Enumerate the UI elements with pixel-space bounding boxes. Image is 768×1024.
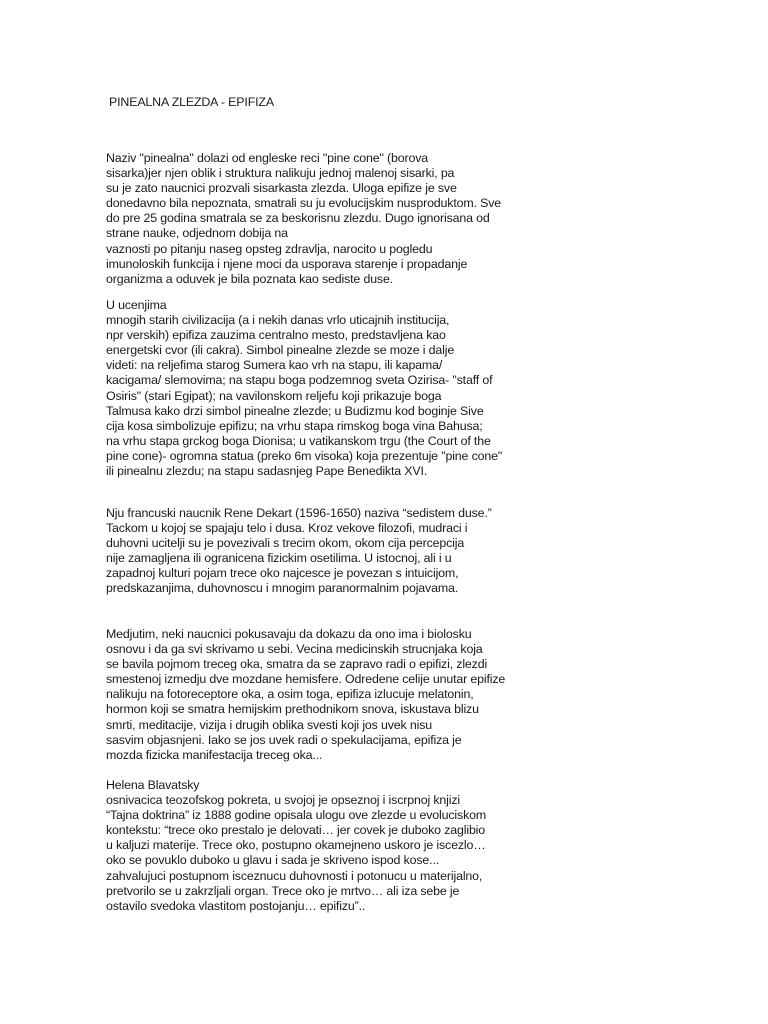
text-line: nalikuju na fotoreceptore oka, a osim toga, epifiza izlucuje melatonin, [106,687,474,702]
text-line: zahvalujuci postupnom isceznucu duhovnosti i potonucu u materijalno, [106,868,483,883]
paragraph-scientists [106,627,505,763]
paragraph-ancient-civilizations [106,298,502,479]
text-line: Tackom u kojoj se spajaju telo i dusa. Kroz vekove filozofi, mudraci i [106,521,468,536]
text-line: vaznosti po pitanju naseg opsteg zdravlja, narocito u pogledu [106,241,433,256]
text-line: smrti, meditacije, vizija i drugih oblika svesti koji jos uvek nisu [106,717,432,732]
text-line: organizma a oduvek je bila poznata kao sediste duse. [106,271,394,286]
text-line: Naziv "pinealna" dolazi od engleske reci "pine cone" (borova [106,151,428,165]
text-line: Medjutim, neki naucnici pokusavaju da dokazu da ono ima i biolosku [106,627,472,641]
text-line: sasvim objasnjeni. Iako se jos uvek radi o spekulacijama, epifiza je [106,732,462,747]
text-line: kontekstu: “trece oko prestalo je delovati… jer covek je duboko zaglibio [106,823,486,838]
text-line: Nju francuski naucnik Rene Dekart (1596-1650) naziva “sedistem duse.” [106,506,492,520]
text-line: u kaljuzi materije. Trece oko, postupno okamejneno uskoro je iscezlo… [106,838,486,853]
text-line: predskazanjima, duhovnoscu i mnogim paranormalnim pojavama. [106,581,459,596]
document-title: PINEALNA ZLEZDA - EPIFIZA [109,95,274,109]
text-line: zapadnoj kulturi pojam trece oko najcesce je povezan s intuicijom, [106,566,459,581]
paragraph-blavatsky [106,778,486,914]
text-line: na vrhu stapa grckog boga Dionisa; u vatikanskom trgu (the Court of the [106,433,491,448]
text-line: ili pinealnu zlezdu; na stapu sadasnjeg Pape Benedikta XVI. [106,464,428,479]
text-line: energetski cvor (ili cakra). Simbol pinealne zlezde se moze i dalje [106,343,455,358]
text-line: strane nauke, odjednom dobija na [106,226,288,241]
text-line: su je zato naucnici prozvali sisarkasta zlezda. Uloga epifize je sve [106,181,457,196]
text-line: mozda fizicka manifestacija treceg oka... [106,747,323,762]
text-line: oko se povuklo duboko u glavu i sada je skriveno ispod kose... [106,853,440,868]
text-line: smestenoj izmedju dve mozdane hemisfere. Odredene celije unutar epifize [106,672,506,687]
text-line: Osiris" (stari Egipat); na vavilonskom reljefu koji prikazuje boga [106,388,442,403]
paragraph-descartes [106,506,492,597]
text-line: hormon koji se smatra hemijskim prethodnikom snova, iskustava blizu [106,702,479,717]
text-line: Helena Blavatsky [106,778,200,792]
text-line: cija kosa simbolizuje epifizu; na vrhu stapa rimskog boga vina Bahusa; [106,418,483,433]
text-line: donedavno bila nepoznata, smatrali su ju evolucijskim nusproduktom. Sve [106,196,502,211]
text-line: videti: na reljefima starog Sumera kao vrh na stapu, ili kapama/ [106,358,443,373]
text-line: pine cone)- ogromna statua (preko 6m visoka) koja prezentuje "pine cone" [106,448,503,463]
text-line: duhovni ucitelji su je povezivali s trecim okom, okom cija percepcija [106,536,465,551]
text-line: kacigama/ slemovima; na stapu boga podzemnog sveta Ozirisa- "staff of [106,373,493,388]
text-line: osnovu i da ga svi skrivamo u sebi. Vecina medicinskih strucnjaka koja [106,642,483,657]
text-line: do pre 25 godina smatrala se za beskorisnu zlezdu. Dugo ignorisana od [106,211,490,226]
text-line: npr verskih) epifiza zauzima centralno mesto, predstavljena kao [106,328,446,343]
text-line: imunoloskih funkcija i njene moci da usporava starenje i propadanje [106,256,468,271]
text-line: ostavilo svedoka vlastitom postojanju… epifizu”.. [106,898,366,913]
text-line: osnivacica teozofskog pokreta, u svojoj je opseznoj i iscrpnoj knjizi [106,793,460,808]
text-line: sisarka)jer njen oblik i struktura nalikuju jednoj malenoj sisarki, pa [106,166,455,181]
text-line: se bavila pojmom treceg oka, smatra da se zapravo radi o epifizi, zlezdi [106,657,488,672]
text-line: nije zamagljena ili ogranicena fizickim osetilima. U istocnoj, ali i u [106,551,452,566]
text-line: “Tajna doktrina” iz 1888 godine opisala ulogu ove zlezde u evoluciskom [106,808,487,823]
text-line: mnogih starih civilizacija (a i nekih danas vrlo uticajnih institucija, [106,313,450,328]
text-line: Talmusa kako drzi simbol pinealne zlezde; u Budizmu kod boginje Sive [106,403,484,418]
text-line: U ucenjima [106,298,167,312]
text-line: pretvorilo se u zakrzljali organ. Trece oko je mrtvo… ali iza sebe je [106,883,460,898]
paragraph-name-origin [106,151,501,287]
